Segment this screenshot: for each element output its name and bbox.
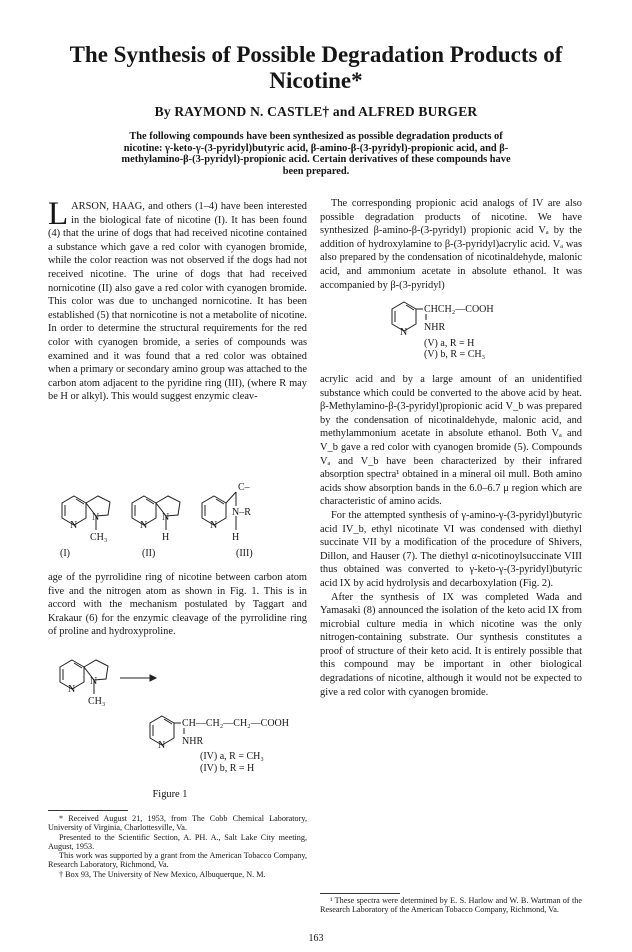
nr-label-iii: N–R bbox=[232, 507, 251, 518]
h-label-ii: H bbox=[162, 532, 170, 543]
fig1-nhr: NHR bbox=[182, 736, 204, 747]
label-iii: (III) bbox=[236, 548, 253, 559]
footnote-address: † Box 93, The University of New Mexico, Albuquerque, N. M. bbox=[59, 869, 266, 879]
ch3-label-i: CH₃ bbox=[90, 532, 108, 543]
right-paragraph-2: acrylic acid and by a large amount of an unidentified substance which could be converted to the above acid by heat. β-Methylamino-β-(3-pyridyl)propionic acid V_b was prepared by the condensation of nicotinaldehyde, malonic acid, and methylammonium acetate in absolute ethanol. Both Vₐ and V_b gave a red color with cyanogen bromide (5). Compounds Vₐ and V_b have been characterized by their infrared absorption spectra¹ obtained in a mineral oil mull. Both amino acids show absorption bands in the 6.0–6.7 μ region which are characteristic of amino acids. bbox=[320, 374, 582, 508]
right-paragraph-4: After the synthesis of IX was completed Wada and Yamasaki (8) announced the isolation of the keto acid IX from microbial culture media in which nicotine was the only nitrogen-containing substrate. Our synthesis constitutes a proof of structure of their keto acid. It is entirely possible that this compound may be important in other biological degradations of nicotine, although it would not be expected to give a red color with cyanogen bromide. bbox=[320, 591, 582, 698]
footnote-presented: Presented to the Scientific Section, A. PH. A., Salt Lake City meeting, August, 1953. bbox=[48, 832, 307, 851]
abstract: The following compounds have been synthesized as possible degradation products of nicotine: γ-keto-γ-(3-pyridyl)butyric acid, β-amino-β-(3-pyridyl)-propionic acid, and β-methylamino-β-(3-pyridyl)-propionic acid. Certain derivatives of these compounds have been prepared. bbox=[121, 131, 511, 177]
n-label-ii-ring: N bbox=[162, 512, 170, 523]
right-paragraph-1: The corresponding propionic acid analogs of IV are also possible degradation products of nicotine. We have synthesized β-amino-β-(3-pyridyl) propionic acid Vₐ by the addition of hydroxylamine to β-(3-pyridyl)acrylic acid. Vₐ was also prepared by the condensation of nicotinaldehyde, malonic acid, and ammonium acetate in absolute ethanol. It was accompanied by β-(3-pyridyl) bbox=[320, 198, 582, 291]
n-label-i: N bbox=[70, 520, 78, 531]
v-label-a: (V) a, R = H bbox=[424, 338, 475, 349]
fig1-n-bottom: N bbox=[158, 740, 166, 751]
left-paragraph-1: ARSON, HAAG, and others (1–4) have been interested in the biological fate of nicotine (I). It has been found (4) that the urine of dogs that had received nicotine contained a substance which gave a red color with cyanogen bromide, while the color reaction was not observed if the dogs had not received nicotine. The urine of dogs that had received nornicotine (II) also gave a red color with cyanogen bromide. This color was due to unchanged nornicotine. It has been established (5) that nornicotine is not a metabolite of nicotine. In order to determine the structural requirements for the red color with cyanogen bromide, a series of compounds was examined and it was found that a red color was obtained when a primary or secondary amino group was attached to the carbon atom adjacent to the pyridine ring (III), (where R may be H or alkyl). This would suggest enzymic cleav- bbox=[48, 201, 307, 403]
fig1-n-ring: N bbox=[90, 676, 98, 687]
v-n: N bbox=[400, 327, 408, 338]
structures-i-ii-iii bbox=[50, 478, 310, 568]
n-label-ii: N bbox=[140, 520, 148, 531]
n-label-i-ring: N bbox=[92, 512, 100, 523]
fig1-label-b: (IV) b, R = H bbox=[200, 763, 255, 774]
label-i: (I) bbox=[60, 548, 70, 559]
v-label-b: (V) b, R = CH₃ bbox=[424, 349, 486, 360]
structure-v bbox=[390, 290, 580, 380]
footnote-rule-right bbox=[320, 893, 400, 894]
footnote-right: ¹ These spectra were determined by E. S. Harlow and W. B. Wartman of the Research Laboratory of the American Tobacco Company, Richmond, Va. bbox=[320, 896, 582, 915]
fig1-n-top: N bbox=[68, 684, 76, 695]
page-number: 163 bbox=[308, 933, 324, 944]
fig1-ch3: CH₃ bbox=[88, 696, 106, 707]
footnote-rule-left bbox=[48, 810, 128, 811]
v-nhr: NHR bbox=[424, 322, 446, 333]
author-line: By RAYMOND N. CASTLE† and ALFRED BURGER bbox=[154, 104, 478, 119]
footnotes-left bbox=[48, 814, 307, 879]
right-column-text-bottom bbox=[320, 373, 582, 699]
right-paragraph-3: For the attempted synthesis of γ-amino-γ-(3-pyridyl)butyric acid IV_b, ethyl nicotinate VI was condensed with diethyl succinate VII by a modification of the procedure of Shivers, Dillon, and Hauser (7). The diethyl α-nicotinoylsuccinate VIII thus obtained was converted to γ-keto-γ-(3-pyridyl)butyric acid IX by acid hydrolysis and decarboxylation (Fig. 2). bbox=[320, 509, 582, 589]
left-column-text-bottom bbox=[48, 571, 307, 639]
figure-1-caption: Figure 1 bbox=[152, 789, 188, 800]
c-label-iii: C– bbox=[238, 482, 250, 493]
right-column-text-top bbox=[320, 197, 582, 292]
drop-cap: L bbox=[48, 196, 69, 232]
left-paragraph-2: age of the pyrrolidine ring of nicotine between carbon atom five and the nitrogen atom as shown in Fig. 1. This is in accord with the mechanism postulated by Taggart and Krakaur (6) for the enzymic cleavage of the pyrrolidine ring of proline and hydroxyproline. bbox=[48, 572, 307, 638]
left-column-text-top bbox=[48, 196, 307, 404]
fig1-chain: CH—CH₂—CH₂—COOH bbox=[182, 718, 289, 729]
footnote-received: * Received August 21, 1953, from The Cobb Chemical Laboratory, University of Virginia, Charlottesville, Va. bbox=[48, 814, 307, 833]
figure-1 bbox=[50, 640, 320, 790]
footnote-grant: This work was supported by a grant from the American Tobacco Company, Research Laboratory, Richmond, Va. bbox=[48, 851, 307, 870]
n-label-iii: N bbox=[210, 520, 218, 531]
v-chain: CHCH₂—COOH bbox=[424, 304, 494, 315]
h-label-iii: H bbox=[232, 532, 240, 543]
label-ii: (II) bbox=[142, 548, 156, 559]
article-title: The Synthesis of Possible Degradation Products of Nicotine* bbox=[69, 42, 563, 93]
fig1-label-a: (IV) a, R = CH₃ bbox=[200, 751, 264, 762]
